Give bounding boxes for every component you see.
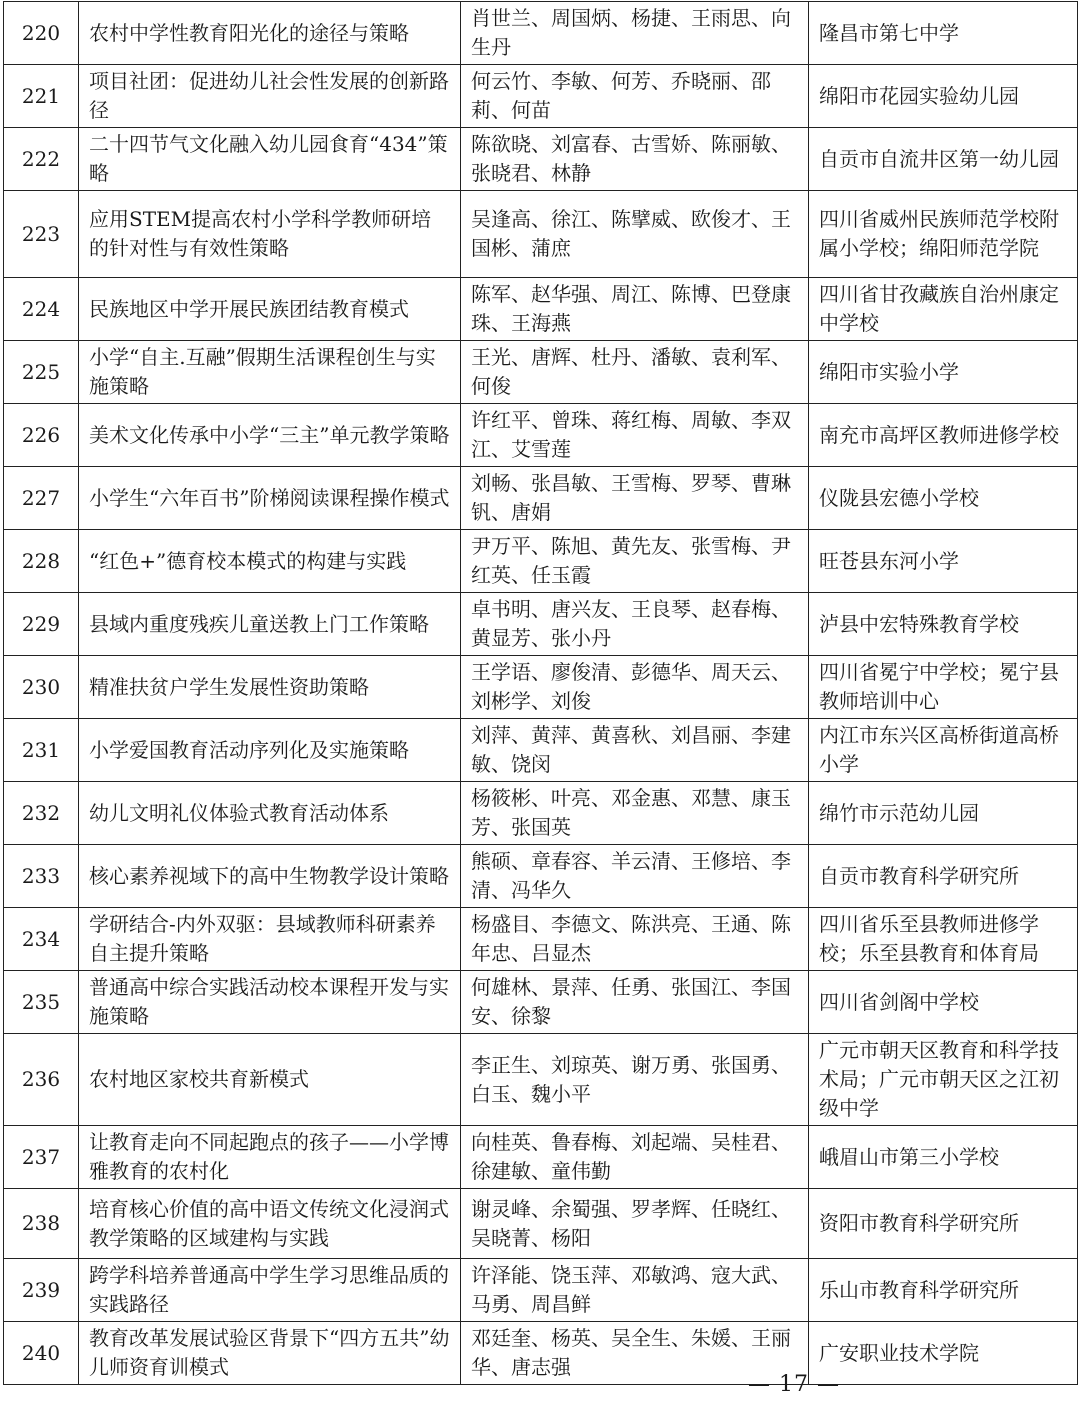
project-authors: 杨筱彬、叶亮、邓金惠、邓慧、康玉芳、张国英 — [461, 782, 809, 845]
table-row — [4, 530, 1078, 593]
project-organization: 乐山市教育科学研究所 — [809, 1259, 1078, 1322]
project-organization: 四川省乐至县教师进修学校；乐至县教育和体育局 — [809, 908, 1078, 971]
project-organization: 绵竹市示范幼儿园 — [809, 782, 1078, 845]
project-organization: 四川省甘孜藏族自治州康定中学校 — [809, 278, 1078, 341]
table-row — [4, 2, 1078, 65]
project-organization: 四川省剑阁中学校 — [809, 971, 1078, 1034]
table-row — [4, 65, 1078, 128]
project-title: 应用STEM提高农村小学科学教师研培的针对性与有效性策略 — [79, 191, 461, 278]
table-row — [4, 1126, 1078, 1189]
project-title: “红色+”德育校本模式的构建与实践 — [79, 530, 461, 593]
row-number: 225 — [4, 341, 79, 404]
project-title: 幼儿文明礼仪体验式教育活动体系 — [79, 782, 461, 845]
table-row — [4, 467, 1078, 530]
table-row — [4, 1259, 1078, 1322]
project-organization: 绵阳市实验小学 — [809, 341, 1078, 404]
project-title: 学研结合-内外双驱：县域教师科研素养自主提升策略 — [79, 908, 461, 971]
project-title: 农村地区家校共育新模式 — [79, 1034, 461, 1126]
project-authors: 尹万平、陈旭、黄先友、张雪梅、尹红英、任玉霞 — [461, 530, 809, 593]
row-number: 221 — [4, 65, 79, 128]
project-organization: 泸县中宏特殊教育学校 — [809, 593, 1078, 656]
project-title: 跨学科培养普通高中学生学习思维品质的实践路径 — [79, 1259, 461, 1322]
project-authors: 卓书明、唐兴友、王良琴、赵春梅、黄显芳、张小丹 — [461, 593, 809, 656]
row-number: 228 — [4, 530, 79, 593]
project-authors: 许红平、曾珠、蒋红梅、周敏、李双江、艾雪莲 — [461, 404, 809, 467]
table-row — [4, 341, 1078, 404]
project-organization: 自贡市教育科学研究所 — [809, 845, 1078, 908]
project-organization: 旺苍县东河小学 — [809, 530, 1078, 593]
row-number: 240 — [4, 1322, 79, 1385]
project-title: 让教育走向不同起跑点的孩子——小学博雅教育的农村化 — [79, 1126, 461, 1189]
project-title: 项目社团：促进幼儿社会性发展的创新路径 — [79, 65, 461, 128]
project-authors: 熊硕、章春容、羊云清、王修培、李清、冯华久 — [461, 845, 809, 908]
page-number: — 17 — — [748, 1372, 840, 1397]
row-number: 222 — [4, 128, 79, 191]
table-row — [4, 1034, 1078, 1126]
table-row — [4, 656, 1078, 719]
project-title: 民族地区中学开展民族团结教育模式 — [79, 278, 461, 341]
project-authors: 何雄林、景萍、任勇、张国江、李国安、徐黎 — [461, 971, 809, 1034]
row-number: 235 — [4, 971, 79, 1034]
table-row — [4, 593, 1078, 656]
project-title: 教育改革发展试验区背景下“四方五共”幼儿师资育训模式 — [79, 1322, 461, 1385]
project-organization: 自贡市自流井区第一幼儿园 — [809, 128, 1078, 191]
project-organization: 内江市东兴区高桥街道高桥小学 — [809, 719, 1078, 782]
project-authors: 许泽能、饶玉萍、邓敏鸿、寇大武、马勇、周昌鲜 — [461, 1259, 809, 1322]
table-body — [4, 2, 1078, 1385]
table-row — [4, 128, 1078, 191]
awards-table — [3, 1, 1078, 1385]
project-organization: 峨眉山市第三小学校 — [809, 1126, 1078, 1189]
project-authors: 王光、唐辉、杜丹、潘敏、袁利军、何俊 — [461, 341, 809, 404]
project-title: 美术文化传承中小学“三主”单元教学策略 — [79, 404, 461, 467]
project-title: 精准扶贫户学生发展性资助策略 — [79, 656, 461, 719]
row-number: 234 — [4, 908, 79, 971]
table-row — [4, 1189, 1078, 1259]
project-authors: 吴逢高、徐江、陈擘威、欧俊才、王国彬、蒲庶 — [461, 191, 809, 278]
project-authors: 王学语、廖俊清、彭德华、周天云、刘彬学、刘俊 — [461, 656, 809, 719]
project-authors: 李正生、刘琼英、谢万勇、张国勇、白玉、魏小平 — [461, 1034, 809, 1126]
row-number: 220 — [4, 2, 79, 65]
row-number: 229 — [4, 593, 79, 656]
row-number: 233 — [4, 845, 79, 908]
project-title: 小学爱国教育活动序列化及实施策略 — [79, 719, 461, 782]
project-title: 普通高中综合实践活动校本课程开发与实施策略 — [79, 971, 461, 1034]
row-number: 238 — [4, 1189, 79, 1259]
project-organization: 绵阳市花园实验幼儿园 — [809, 65, 1078, 128]
project-title: 核心素养视域下的高中生物教学设计策略 — [79, 845, 461, 908]
project-organization: 南充市高坪区教师进修学校 — [809, 404, 1078, 467]
project-title: 培育核心价值的高中语文传统文化浸润式教学策略的区域建构与实践 — [79, 1189, 461, 1259]
table-row — [4, 908, 1078, 971]
project-authors: 陈欲晓、刘富春、古雪娇、陈丽敏、张晓君、林静 — [461, 128, 809, 191]
project-organization: 广元市朝天区教育和科学技术局；广元市朝天区之江初级中学 — [809, 1034, 1078, 1126]
project-title: 县域内重度残疾儿童送教上门工作策略 — [79, 593, 461, 656]
table-row — [4, 404, 1078, 467]
row-number: 239 — [4, 1259, 79, 1322]
project-organization: 仪陇县宏德小学校 — [809, 467, 1078, 530]
row-number: 232 — [4, 782, 79, 845]
row-number: 224 — [4, 278, 79, 341]
row-number: 231 — [4, 719, 79, 782]
table-row — [4, 782, 1078, 845]
row-number: 237 — [4, 1126, 79, 1189]
row-number: 223 — [4, 191, 79, 278]
project-organization: 广安职业技术学院 — [809, 1322, 1078, 1385]
project-organization: 隆昌市第七中学 — [809, 2, 1078, 65]
project-authors: 何云竹、李敏、何芳、乔晓丽、邵莉、何苗 — [461, 65, 809, 128]
project-authors: 谢灵峰、余蜀强、罗孝辉、任晓红、吴晓菁、杨阳 — [461, 1189, 809, 1259]
table-row — [4, 719, 1078, 782]
project-authors: 杨盛目、李德文、陈洪亮、王通、陈年忠、吕显杰 — [461, 908, 809, 971]
project-organization: 四川省冕宁中学校；冕宁县教师培训中心 — [809, 656, 1078, 719]
row-number: 227 — [4, 467, 79, 530]
row-number: 230 — [4, 656, 79, 719]
project-authors: 刘畅、张昌敏、王雪梅、罗琴、曹琳钒、唐娟 — [461, 467, 809, 530]
project-authors: 陈军、赵华强、周江、陈博、巴登康珠、王海燕 — [461, 278, 809, 341]
project-title: 二十四节气文化融入幼儿园食育“434”策略 — [79, 128, 461, 191]
project-authors: 肖世兰、周国炳、杨捷、王雨思、向生丹 — [461, 2, 809, 65]
project-title: 农村中学性教育阳光化的途径与策略 — [79, 2, 461, 65]
project-authors: 向桂英、鲁春梅、刘起端、吴桂君、徐建敏、童伟勤 — [461, 1126, 809, 1189]
project-title: 小学生“六年百书”阶梯阅读课程操作模式 — [79, 467, 461, 530]
project-title: 小学“自主.互融”假期生活课程创生与实施策略 — [79, 341, 461, 404]
row-number: 236 — [4, 1034, 79, 1126]
row-number: 226 — [4, 404, 79, 467]
table-row — [4, 845, 1078, 908]
project-organization: 资阳市教育科学研究所 — [809, 1189, 1078, 1259]
project-authors: 邓廷奎、杨英、吴全生、朱媛、王丽华、唐志强 — [461, 1322, 809, 1385]
table-row — [4, 971, 1078, 1034]
project-organization: 四川省威州民族师范学校附属小学校；绵阳师范学院 — [809, 191, 1078, 278]
table-row — [4, 191, 1078, 278]
project-authors: 刘萍、黄萍、黄喜秋、刘昌丽、李建敏、饶闵 — [461, 719, 809, 782]
table-row — [4, 278, 1078, 341]
